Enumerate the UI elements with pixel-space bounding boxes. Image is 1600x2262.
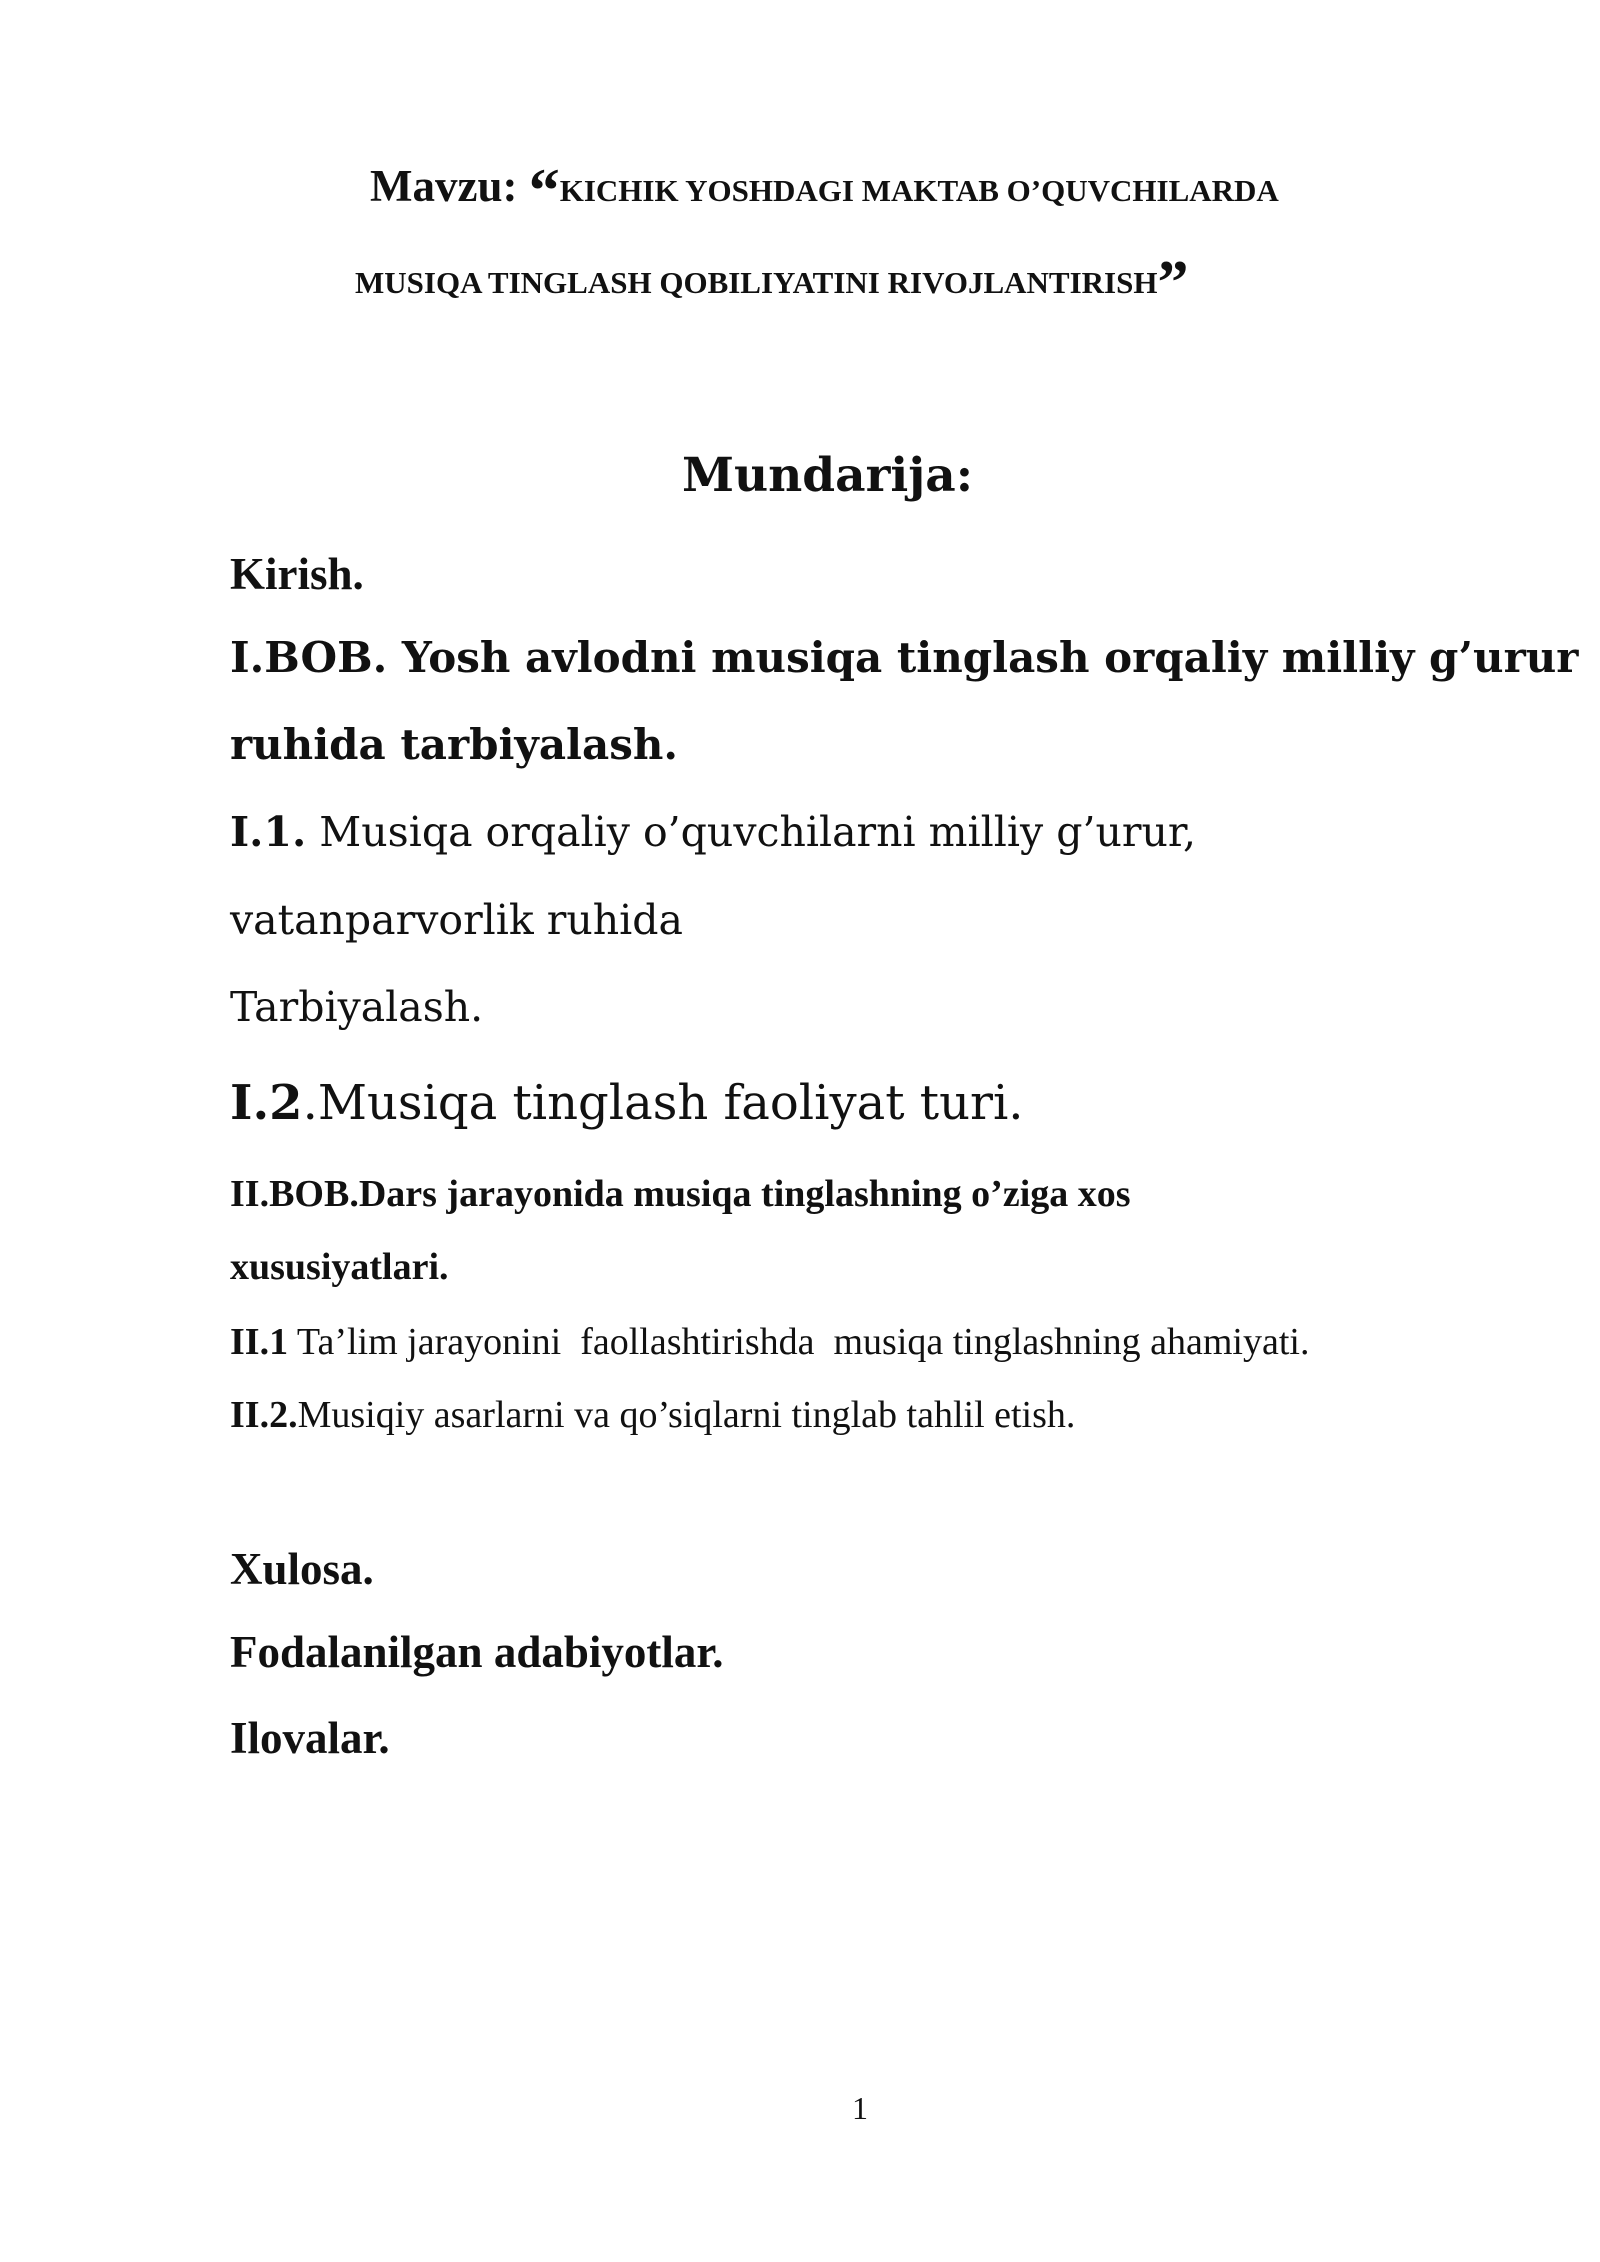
section-1-2-text: .Musiqa tinglash faoliyat turi. — [302, 1075, 1024, 1131]
title-prefix: Mavzu: — [370, 161, 529, 211]
title-open-quote: “ — [528, 157, 560, 225]
toc-chapter-1-line-1: I.BOB. Yosh avlodni musiqa tinglash orqaliy milliy g’urur — [230, 633, 1579, 682]
section-1-2-number: I.2 — [230, 1075, 303, 1131]
toc-chapter-2-line-2: xususiyatlari. — [230, 1246, 449, 1288]
title-text-line-1: KICHIK YOSHDAGI MAKTAB O’QUVCHILARDA — [559, 173, 1279, 208]
toc-section-1-1-line-3: Tarbiyalash. — [230, 983, 484, 1031]
section-2-1-text: Ta’lim jarayonini faollashtirishda musiqa tinglashning ahamiyati. — [288, 1321, 1310, 1363]
page-number: 1 — [852, 2090, 868, 2126]
toc-section-2-1 — [230, 1320, 1309, 1364]
toc-heading: Mundarija: — [681, 448, 974, 503]
toc-intro: Kirish. — [230, 549, 364, 599]
title-text-line-2: MUSIQA TINGLASH QOBILIYATINI RIVOJLANTIRISH — [355, 265, 1158, 300]
title-close-quote: ” — [1157, 249, 1189, 317]
toc-conclusion: Xulosa. — [230, 1544, 374, 1594]
section-1-1-text: Musiqa orqaliy o’quvchilarni milliy g’urur, — [306, 808, 1197, 856]
toc-chapter-2-line-1: II.BOB.Dars jarayonida musiqa tinglashning o’ziga xos — [230, 1173, 1131, 1215]
document-title-line-2 — [355, 249, 1189, 317]
toc-section-1-1-line-1 — [230, 808, 1196, 856]
toc-chapter-1-line-2: ruhida tarbiyalash. — [230, 720, 679, 769]
toc-appendix: Ilovalar. — [230, 1713, 390, 1763]
section-1-1-number: I.1. — [230, 808, 307, 856]
toc-references: Fodalanilgan adabiyotlar. — [230, 1627, 724, 1677]
document-title-line-1 — [370, 157, 1279, 225]
section-2-2-number: II.2. — [230, 1394, 298, 1436]
section-2-2-text: Musiqiy asarlarni va qo’siqlarni tinglab tahlil etish. — [297, 1394, 1076, 1436]
section-2-1-number: II.1 — [230, 1321, 289, 1363]
toc-section-1-1-line-2: vatanparvorlik ruhida — [230, 896, 683, 944]
toc-section-1-2 — [230, 1075, 1024, 1131]
toc-section-2-2 — [230, 1393, 1075, 1437]
